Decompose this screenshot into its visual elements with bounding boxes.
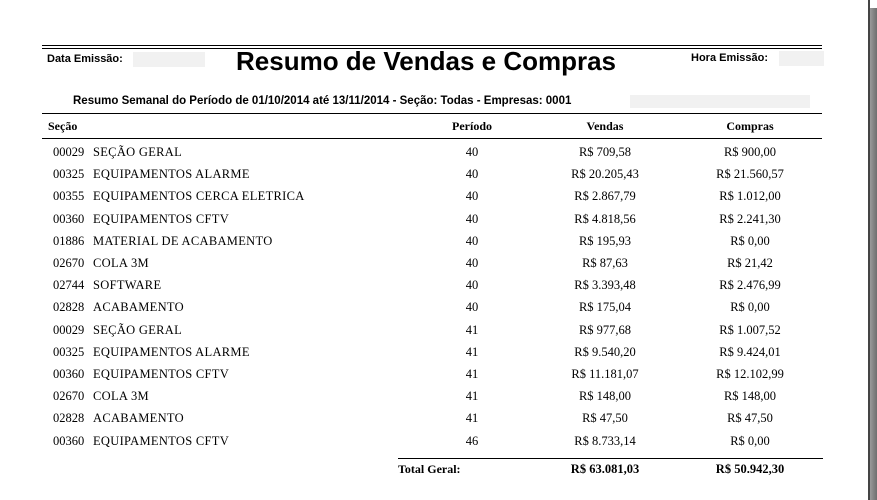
hora-emissao-label: Hora Emissão: [691, 52, 769, 64]
row-compras: R$ 0,00 [730, 300, 770, 315]
row-code: 02828 [53, 411, 85, 426]
total-rule [398, 458, 823, 459]
total-label: Total Geral: [398, 462, 461, 476]
row-compras: R$ 148,00 [723, 389, 777, 404]
table-row [0, 278, 877, 300]
row-secao-name: EQUIPAMENTOS ALARME [93, 344, 250, 359]
col-header-secao: Seção [48, 119, 78, 133]
table-row [0, 167, 877, 189]
table-row [0, 323, 877, 345]
row-compras: R$ 21,42 [727, 256, 773, 270]
report-title: Resumo de Vendas e Compras [236, 46, 617, 76]
row-vendas: R$ 175,04 [578, 300, 632, 315]
empresa-redacted [630, 95, 810, 108]
row-compras: R$ 47,50 [727, 411, 773, 426]
row-code: 02670 [53, 256, 85, 270]
row-periodo: 41 [465, 367, 479, 381]
row-code: 00355 [53, 189, 85, 204]
table-row [0, 434, 877, 456]
row-compras: R$ 21.560,57 [716, 167, 784, 182]
total-compras: R$ 50.942,30 [715, 462, 785, 476]
row-vendas: R$ 3.393,48 [574, 278, 636, 293]
row-periodo: 40 [465, 278, 479, 293]
row-compras: R$ 9.424,01 [719, 344, 781, 359]
row-compras: R$ 0,00 [730, 233, 770, 248]
row-code: 00325 [53, 344, 85, 359]
report-subtitle: Resumo Semanal do Período de 01/10/2014 até 13/11/2014 - Seção: Todas - Empresas: 0001 [73, 95, 572, 107]
row-secao-name: EQUIPAMENTOS CFTV [93, 433, 230, 448]
row-periodo: 46 [465, 433, 479, 448]
col-header-compras: Compras [726, 119, 774, 133]
table-row [0, 300, 877, 322]
row-code: 01886 [53, 233, 85, 248]
row-periodo: 40 [465, 233, 479, 248]
row-secao-name: SEÇÃO GERAL [93, 322, 183, 337]
hora-emissao-redacted [779, 51, 824, 66]
row-secao-name: ACABAMENTO [93, 411, 184, 426]
row-compras: R$ 12.102,99 [716, 367, 784, 381]
row-periodo: 40 [465, 189, 479, 204]
row-vendas: R$ 47,50 [582, 411, 628, 426]
row-secao-name: ACABAMENTO [93, 300, 184, 315]
row-periodo: 41 [465, 389, 479, 404]
row-periodo: 40 [465, 145, 479, 159]
row-periodo: 40 [465, 300, 479, 315]
row-code: 00360 [53, 433, 85, 448]
table-row [0, 145, 877, 167]
columns-rule-bottom [42, 138, 822, 139]
table-row [0, 389, 877, 411]
row-periodo: 40 [465, 256, 479, 270]
row-vendas: R$ 195,93 [578, 233, 632, 248]
columns-rule-top [42, 113, 822, 114]
data-emissao-redacted [133, 52, 205, 67]
row-periodo: 41 [465, 344, 479, 359]
row-vendas: R$ 8.733,14 [574, 433, 636, 448]
row-periodo: 41 [465, 322, 479, 337]
row-compras: R$ 1.007,52 [719, 322, 781, 337]
row-compras: R$ 0,00 [730, 433, 770, 448]
row-code: 00360 [53, 211, 85, 226]
table-row [0, 411, 877, 433]
row-compras: R$ 1.012,00 [719, 189, 781, 204]
table-row [0, 189, 877, 211]
row-code: 00325 [53, 167, 85, 182]
col-header-periodo: Período [452, 119, 492, 133]
table-row [0, 345, 877, 367]
row-secao-name: EQUIPAMENTOS ALARME [93, 167, 250, 182]
row-code: 00360 [53, 367, 85, 381]
table-row [0, 256, 877, 278]
row-secao-name: COLA 3M [93, 256, 149, 270]
row-compras: R$ 900,00 [723, 145, 777, 159]
row-periodo: 40 [465, 167, 479, 182]
row-vendas: R$ 709,58 [578, 145, 632, 159]
row-vendas: R$ 20.205,43 [571, 167, 639, 182]
row-secao-name: EQUIPAMENTOS CFTV [93, 211, 230, 226]
row-secao-name: SEÇÃO GERAL [93, 145, 183, 159]
table-row [0, 367, 877, 389]
row-code: 02828 [53, 300, 85, 315]
row-vendas: R$ 9.540,20 [574, 344, 636, 359]
row-code: 00029 [53, 145, 85, 159]
row-vendas: R$ 4.818,56 [574, 211, 636, 226]
row-secao-name: EQUIPAMENTOS CFTV [93, 367, 230, 381]
table-row [0, 212, 877, 234]
row-vendas: R$ 87,63 [582, 256, 628, 270]
row-periodo: 40 [465, 211, 479, 226]
row-secao-name: EQUIPAMENTOS CERCA ELETRICA [93, 189, 305, 204]
table-row [0, 234, 877, 256]
row-vendas: R$ 148,00 [578, 389, 632, 404]
row-code: 00029 [53, 322, 85, 337]
row-compras: R$ 2.476,99 [719, 278, 781, 293]
row-code: 02670 [53, 389, 85, 404]
row-secao-name: SOFTWARE [93, 278, 162, 293]
row-secao-name: MATERIAL DE ACABAMENTO [93, 233, 273, 248]
row-secao-name: COLA 3M [93, 389, 149, 404]
total-vendas: R$ 63.081,03 [570, 462, 640, 476]
col-header-vendas: Vendas [586, 119, 624, 133]
row-vendas: R$ 2.867,79 [574, 189, 636, 204]
row-vendas: R$ 11.181,07 [571, 367, 639, 381]
row-periodo: 41 [465, 411, 479, 426]
data-emissao-label: Data Emissão: [47, 53, 123, 65]
row-compras: R$ 2.241,30 [719, 211, 781, 226]
row-vendas: R$ 977,68 [578, 322, 632, 337]
row-code: 02744 [53, 278, 85, 293]
